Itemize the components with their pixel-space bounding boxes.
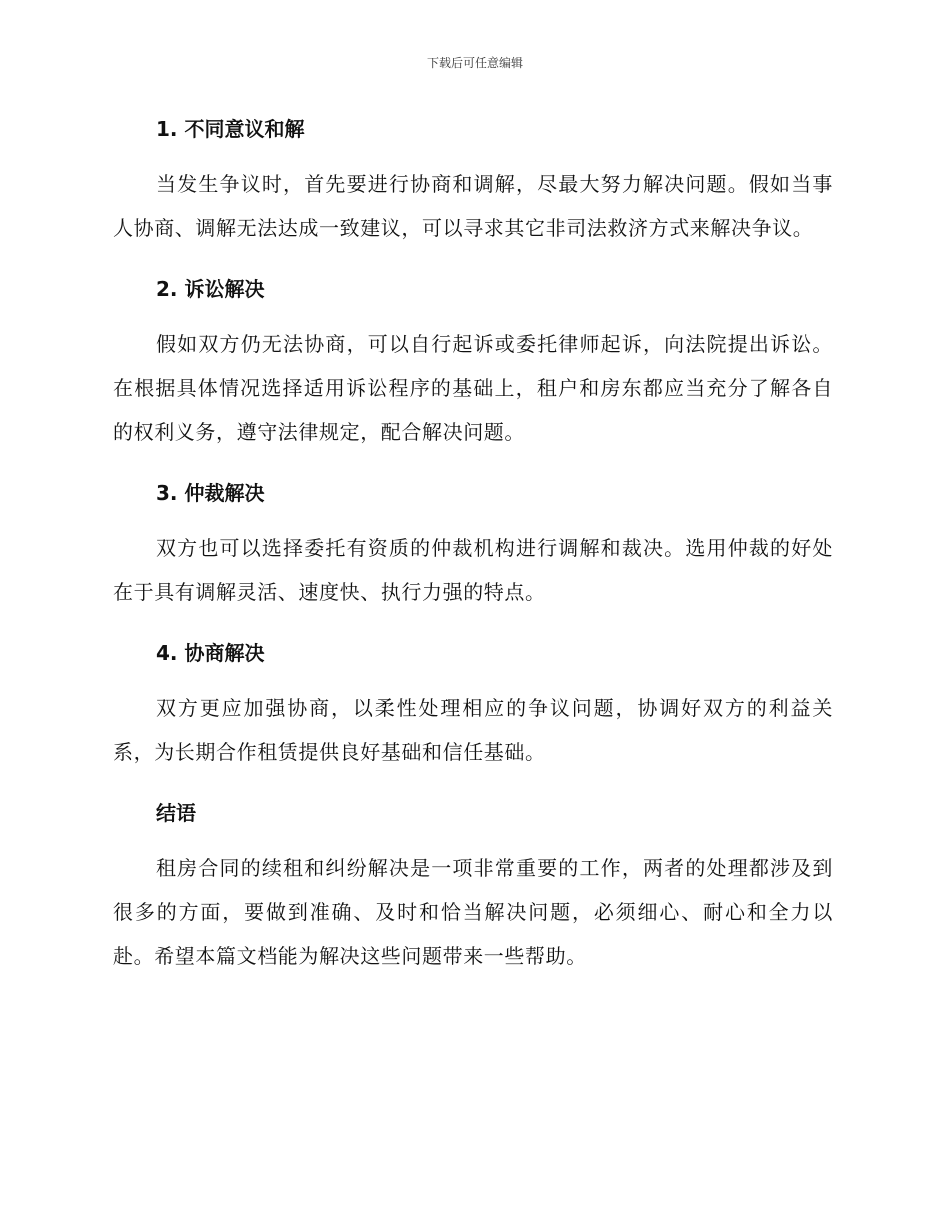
section-heading: 2. 诉讼解决 (156, 277, 265, 301)
section-heading: 4. 协商解决 (156, 641, 265, 665)
header-note: 下载后可任意编辑 (426, 56, 523, 70)
section-litigation (113, 270, 833, 454)
section-paragraph: 双方更应加强协商，以柔性处理相应的争议问题，协调好双方的利益关系，为长期合作租赁提供良好基础和信任基础。 (113, 696, 833, 764)
section-negotiation (113, 634, 833, 774)
section-heading: 3. 仲裁解决 (156, 481, 265, 505)
section-paragraph: 假如双方仍无法协商，可以自行起诉或委托律师起诉，向法院提出诉讼。在根据具体情况选择适用诉讼程序的基础上，租户和房东都应当充分了解各自的权利义务，遵守法律规定，配合解决问题。 (113, 332, 833, 444)
section-paragraph: 当发生争议时，首先要进行协商和调解，尽最大努力解决问题。假如当事人协商、调解无法达成一致建议，可以寻求其它非司法救济方式来解决争议。 (113, 172, 833, 240)
section-paragraph: 租房合同的续租和纠纷解决是一项非常重要的工作，两者的处理都涉及到很多的方面，要做到准确、及时和恰当解决问题，必须细心、耐心和全力以赴。希望本篇文档能为解决这些问题带来一些帮助。 (113, 856, 833, 968)
section-disagreement-settlement (113, 110, 833, 250)
section-heading: 结语 (156, 801, 196, 825)
section-arbitration (113, 474, 833, 614)
section-paragraph: 双方也可以选择委托有资质的仲裁机构进行调解和裁决。选用仲裁的好处在于具有调解灵活、速度快、执行力强的特点。 (113, 536, 833, 604)
section-conclusion (113, 794, 833, 978)
document-body (113, 110, 833, 998)
section-heading: 1. 不同意议和解 (156, 117, 305, 141)
